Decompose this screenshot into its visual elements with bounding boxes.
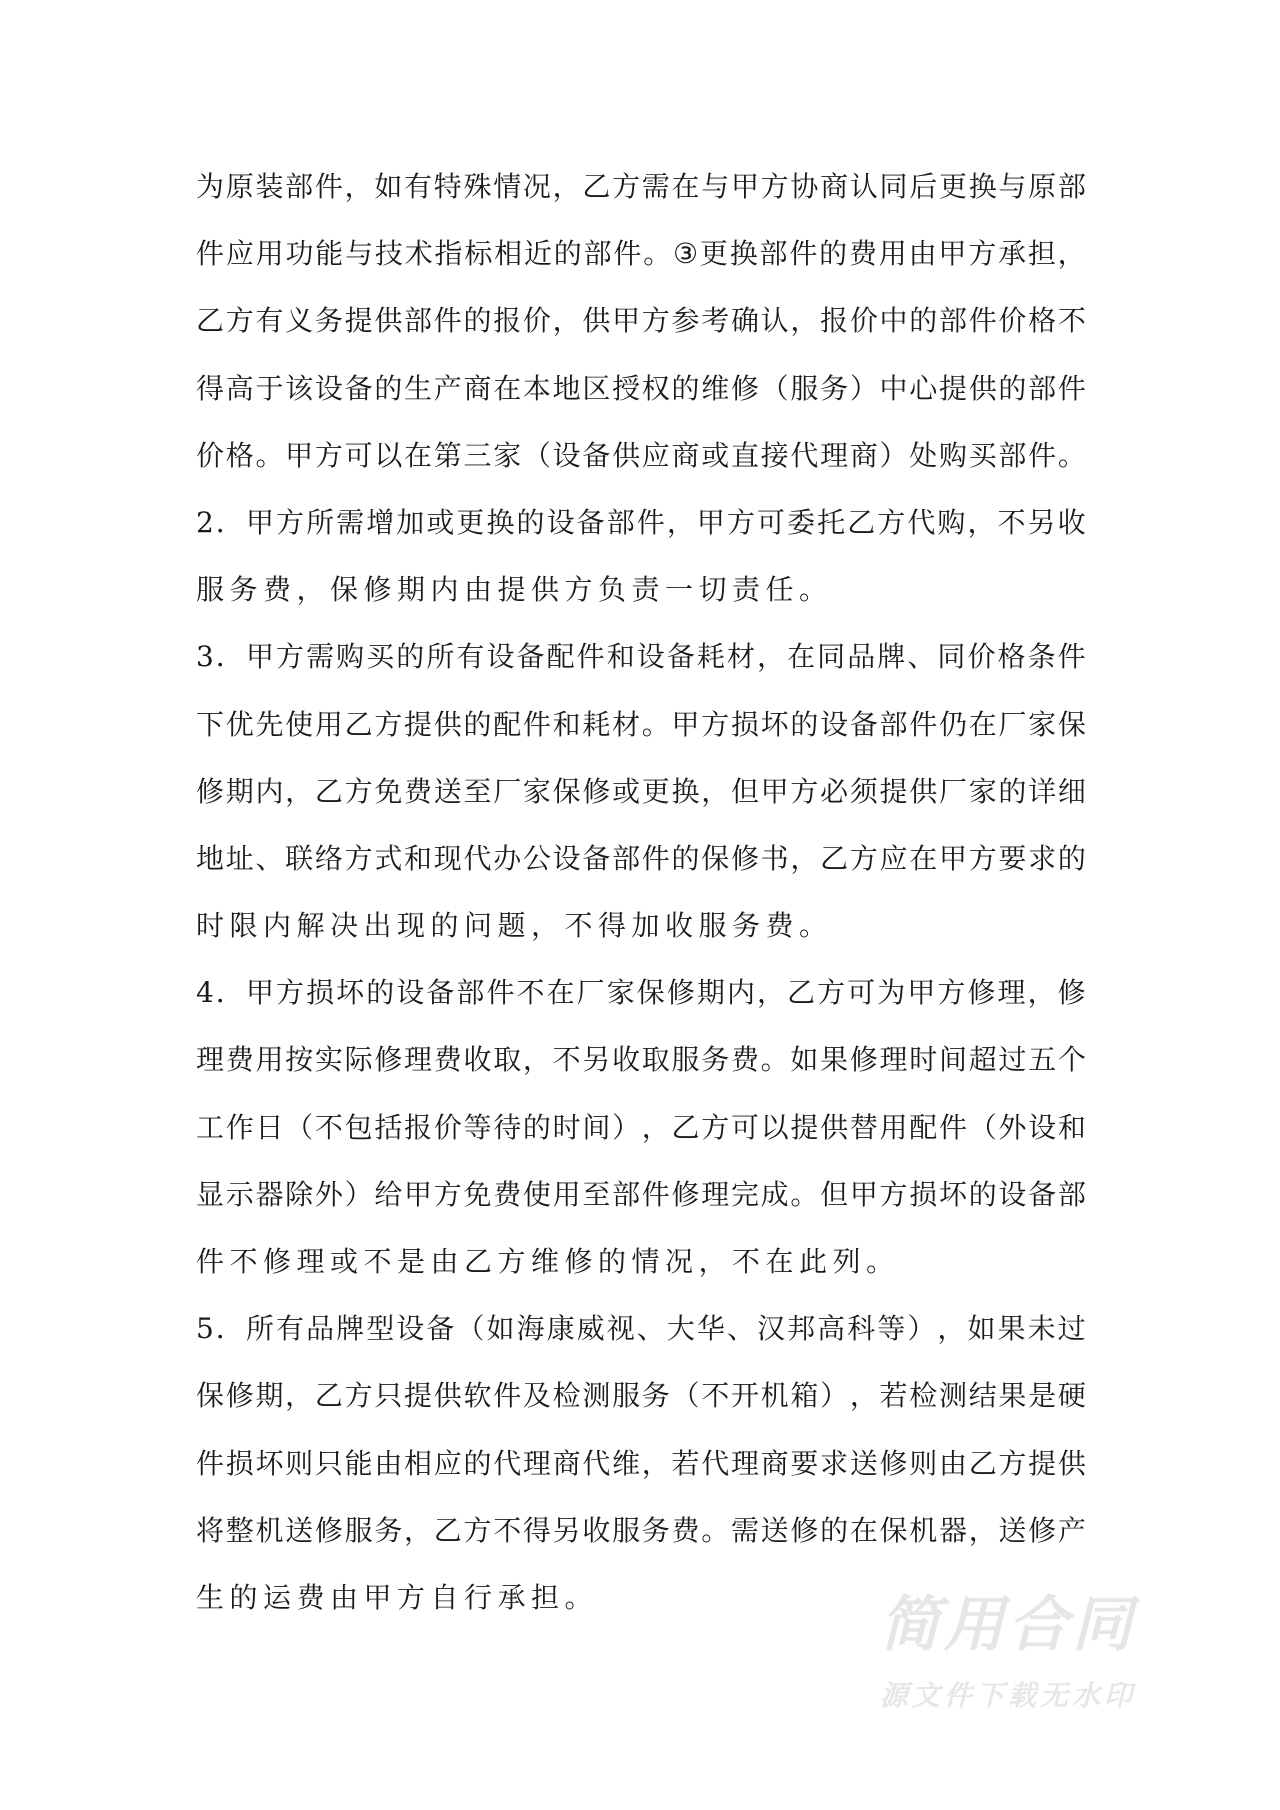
clause-3-line-1: 3 ． 甲 方 需 购 买 的 所 有 设 备 配 件 和 设 备 耗 材 ， 在 同 品 牌 、 同 价 格 条 件 <box>196 640 1086 674</box>
clause-4-line-4: 显 示 器 除 外 ） 给 甲 方 免 费 使 用 至 部 件 修 理 完 成 。 但 甲 方 损 坏 的 设 备 部 <box>196 1177 1086 1211</box>
text-line-2: 件 应 用 功 能 与 技 术 指 标 相 近 的 部 件 。 ③ 更 换 部 件 的 费 用 由 甲 方 承 担 ， <box>196 237 1086 271</box>
clause-5-line-4: 将 整 机 送 修 服 务 ， 乙 方 不 得 另 收 服 务 费 。 需 送 修 的 在 保 机 器 ， 送 修 产 <box>196 1513 1086 1547</box>
clause-5-line-3: 件 损 坏 则 只 能 由 相 应 的 代 理 商 代 维 ， 若 代 理 商 要 求 送 修 则 由 乙 方 提 供 <box>196 1446 1086 1480</box>
clause-2-line-2: 服务费，保修期内由提供方负责一切责任。 <box>196 573 833 607</box>
clause-4-line-1: 4 ． 甲 方 损 坏 的 设 备 部 件 不 在 厂 家 保 修 期 内 ， 乙 方 可 为 甲 方 修 理 ， 修 <box>196 976 1086 1010</box>
watermark <box>880 1590 1190 1720</box>
clause-5-line-5: 生的运费由甲方自行承担。 <box>196 1580 599 1614</box>
clause-3-line-3: 修 期 内 ， 乙 方 免 费 送 至 厂 家 保 修 或 更 换 ， 但 甲 方 必 须 提 供 厂 家 的 详 细 <box>196 774 1086 808</box>
text-line-4: 得 高 于 该 设 备 的 生 产 商 在 本 地 区 授 权 的 维 修 （ 服 务 ） 中 心 提 供 的 部 件 <box>196 371 1086 405</box>
clause-2-line-1: 2 ． 甲 方 所 需 增 加 或 更 换 的 设 备 部 件 ， 甲 方 可 委 托 乙 方 代 购 ， 不 另 收 <box>196 505 1086 539</box>
clause-5-line-1: 5 ． 所 有 品 牌 型 设 备 （ 如 海 康 威 视 、 大 华 、 汉 邦 高 科 等 ） ， 如 果 未 过 <box>196 1312 1086 1346</box>
watermark-subtitle: 源文件下载无水印 <box>880 1679 1137 1712</box>
watermark-title: 简用合同 <box>880 1590 1136 1660</box>
clause-3-line-5: 时限内解决出现的问题，不得加收服务费。 <box>196 909 833 943</box>
text-line-1: 为 原 装 部 件 ， 如 有 特 殊 情 况 ， 乙 方 需 在 与 甲 方 协 商 认 同 后 更 换 与 原 部 <box>196 170 1086 203</box>
clause-3-line-2: 下 优 先 使 用 乙 方 提 供 的 配 件 和 耗 材 。 甲 方 损 坏 的 设 备 部 件 仍 在 厂 家 保 <box>196 707 1086 741</box>
text-line-3: 乙 方 有 义 务 提 供 部 件 的 报 价 ， 供 甲 方 参 考 确 认 ， 报 价 中 的 部 件 价 格 不 <box>196 304 1086 338</box>
clause-4-line-3: 工 作 日 （ 不 包 括 报 价 等 待 的 时 间 ） ， 乙 方 可 以 提 供 替 用 配 件 （ 外 设 和 <box>196 1110 1086 1144</box>
clause-4-line-2: 理 费 用 按 实 际 修 理 费 收 取 ， 不 另 收 取 服 务 费 。 如 果 修 理 时 间 超 过 五 个 <box>196 1043 1086 1077</box>
clause-5-line-2: 保 修 期 ， 乙 方 只 提 供 软 件 及 检 测 服 务 （ 不 开 机 箱 ） ， 若 检 测 结 果 是 硬 <box>196 1379 1086 1413</box>
text-line-5: 价 格 。 甲 方 可 以 在 第 三 家 （ 设 备 供 应 商 或 直 接 代 理 商 ） 处 购 买 部 件 。 <box>196 438 1086 472</box>
clause-4-line-5: 件不修理或不是由乙方维修的情况，不在此列。 <box>196 1245 900 1278</box>
contract-body-text <box>196 153 1086 1631</box>
clause-3-line-4: 地 址 、 联 络 方 式 和 现 代 办 公 设 备 部 件 的 保 修 书 ， 乙 方 应 在 甲 方 要 求 的 <box>196 841 1086 875</box>
